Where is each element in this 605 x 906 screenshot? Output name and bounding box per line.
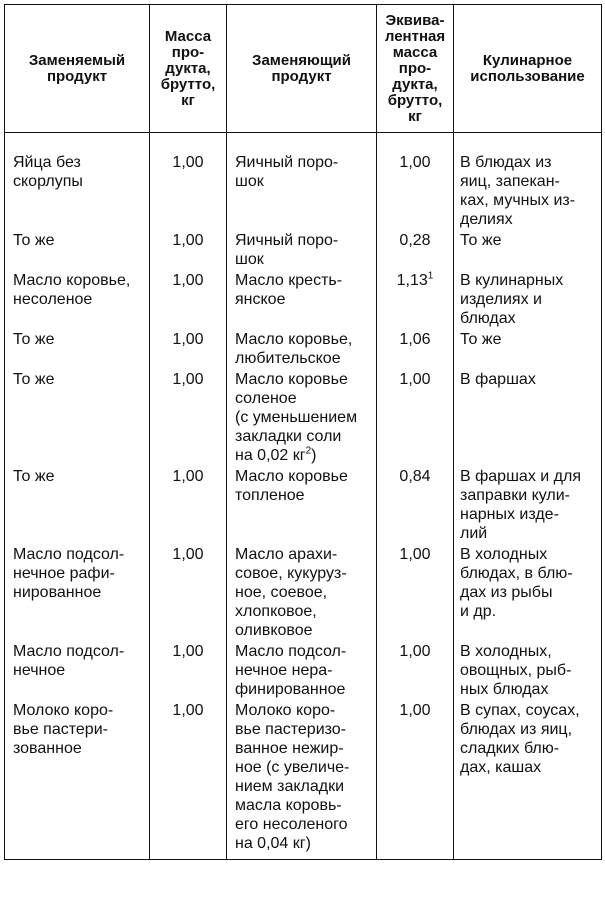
table-row xyxy=(5,133,602,232)
cell-replacing: Масло коровье, любительское xyxy=(227,330,377,370)
table-row xyxy=(5,330,602,370)
cell-replaced: Масло подсол- нечное xyxy=(5,642,150,701)
cell-replacing: Яичный поро- шок xyxy=(227,133,377,232)
cell-replaced: То же xyxy=(5,467,150,545)
footnote-mark: 1 xyxy=(427,270,434,282)
cell-use: В фаршах xyxy=(454,370,602,467)
table-row xyxy=(5,467,602,545)
cell-use: В холодных, овощных, рыб- ных блюдах xyxy=(454,642,602,701)
header-equivalent-mass: Эквива- лентная масса про- дукта, брутто, кг xyxy=(377,5,454,133)
cell-mass: 1,00 xyxy=(150,545,227,642)
cell-replacing: Масло коровье соленое (с уменьшением закладки соли на 0,02 $кг^2$) xyxy=(227,370,377,467)
cell-mass: 1,00 xyxy=(150,701,227,860)
footnote-mark: 2 xyxy=(305,445,312,457)
table-header xyxy=(5,5,602,133)
cell-use: В блюдах из яиц, запекан- ках, мучных из- делиях xyxy=(454,133,602,232)
cell-replacing: Масло коровье топленое xyxy=(227,467,377,545)
cell-equiv: 1,00 xyxy=(377,370,454,467)
cell-equiv: 1,00 xyxy=(377,701,454,860)
cell-replacing: Масло подсол- нечное нера- финированное xyxy=(227,642,377,701)
header-culinary-use: Кулинарное использование xyxy=(454,5,602,133)
cell-replacing: Масло арахи- совое, кукуруз- ное, соевое, хлопковое, оливковое xyxy=(227,545,377,642)
cell-replacing: Молоко коро- вье пастеризо- ванное нежир- ное (с увеличе- нием закладки масла коровь- его несоленого на 0,04 кг) xyxy=(227,701,377,860)
cell-use: В фаршах и для заправки кули- нарных изде- лий xyxy=(454,467,602,545)
cell-replacing: Яичный поро- шок xyxy=(227,231,377,271)
header-row xyxy=(5,5,602,133)
cell-equiv: 1,00 xyxy=(377,545,454,642)
cell-mass: 1,00 xyxy=(150,467,227,545)
cell-mass: 1,00 xyxy=(150,642,227,701)
cell-equiv: 1,00 xyxy=(377,133,454,232)
cell-replaced: То же xyxy=(5,231,150,271)
cell-mass: 1,00 xyxy=(150,231,227,271)
header-mass-gross: Масса про- дукта, брутто, кг xyxy=(150,5,227,133)
cell-replaced: Масло подсол- нечное рафи- нированное xyxy=(5,545,150,642)
cell-use: В кулинарных изделиях и блюдах xyxy=(454,271,602,330)
cell-use: В холодных блюдах, в блю- дах из рыбы и др. xyxy=(454,545,602,642)
cell-replaced: Масло коровье, несоленое xyxy=(5,271,150,330)
cell-replacing: Масло кресть- янское xyxy=(227,271,377,330)
cell-replaced: То же xyxy=(5,330,150,370)
table-row xyxy=(5,545,602,642)
cell-equiv: 0,28 xyxy=(377,231,454,271)
cell-mass: 1,00 xyxy=(150,330,227,370)
table-row xyxy=(5,271,602,330)
table-body xyxy=(5,133,602,860)
cell-use: То же xyxy=(454,231,602,271)
document-page xyxy=(4,4,601,902)
substitution-table xyxy=(4,4,602,860)
cell-use: То же xyxy=(454,330,602,370)
cell-mass: 1,00 xyxy=(150,271,227,330)
cell-mass: 1,00 xyxy=(150,133,227,232)
cell-mass: 1,00 xyxy=(150,370,227,467)
cell-replaced: Молоко коро- вье пастери- зованное xyxy=(5,701,150,860)
cell-equiv: 1,00 xyxy=(377,642,454,701)
cell-replaced: То же xyxy=(5,370,150,467)
table-row xyxy=(5,231,602,271)
header-replaced-product: Заменяемый продукт xyxy=(5,5,150,133)
cell-replaced: Яйца без скорлупы xyxy=(5,133,150,232)
table-row xyxy=(5,642,602,701)
cell-equiv: 1,06 xyxy=(377,330,454,370)
table-row xyxy=(5,701,602,860)
cell-equiv: 0,84 xyxy=(377,467,454,545)
cell-equiv: 1,13$^1$ xyxy=(377,271,454,330)
header-replacing-product: Заменяющий продукт xyxy=(227,5,377,133)
cell-use: В супах, соусах, блюдах из яиц, сладких блю- дах, кашах xyxy=(454,701,602,860)
table-row xyxy=(5,370,602,467)
